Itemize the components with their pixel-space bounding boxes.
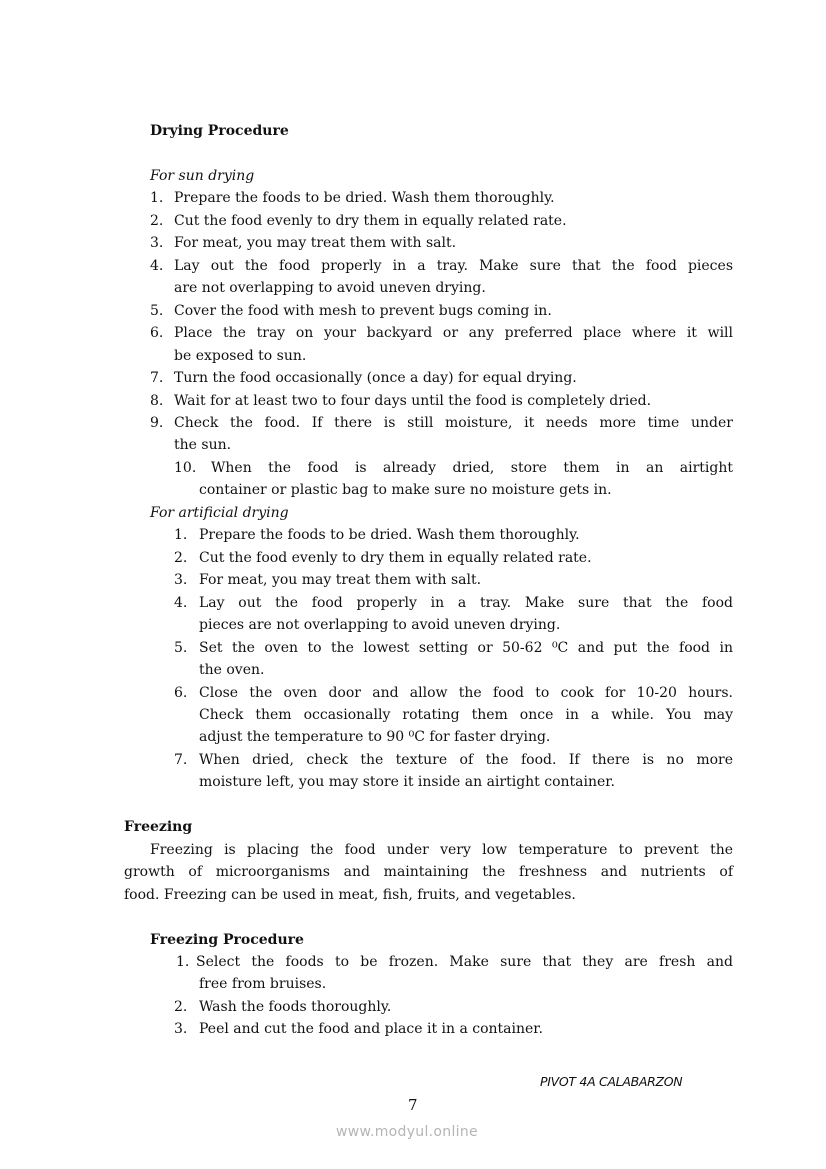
list-number: 3. bbox=[174, 1021, 188, 1038]
text-line bbox=[0, 502, 826, 524]
list-item-line bbox=[0, 187, 826, 209]
list-item-text: container or plastic bag to make sure no moisture gets in. bbox=[199, 482, 612, 499]
text-line bbox=[0, 816, 826, 838]
list-item-text: free from bruises. bbox=[199, 976, 327, 993]
list-item-text: Place the tray on your backyard or any preferred place where it will bbox=[174, 325, 733, 342]
list-number: 8. bbox=[150, 392, 164, 409]
list-number: 2. bbox=[174, 998, 188, 1015]
list-item-line bbox=[0, 592, 826, 614]
text-line bbox=[0, 884, 826, 906]
section-heading: Freezing Procedure bbox=[150, 931, 304, 948]
list-item-text: Close the oven door and allow the food to cook for 10-20 hours. bbox=[199, 684, 733, 701]
list-item-line bbox=[0, 322, 826, 344]
list-item-line bbox=[0, 996, 826, 1018]
list-item-text: Check them occasionally rotating them once in a while. You may bbox=[199, 706, 733, 723]
list-item-line bbox=[0, 659, 826, 681]
list-number: 3. bbox=[150, 235, 164, 252]
list-item-text: When the food is already dried, store them in an airtight bbox=[211, 459, 733, 476]
section-heading: Drying Procedure bbox=[150, 123, 289, 139]
list-item-line bbox=[0, 345, 826, 367]
list-item-text: the sun. bbox=[174, 437, 232, 454]
list-item-line bbox=[0, 390, 826, 412]
list-item-line bbox=[0, 232, 826, 254]
list-item-line bbox=[0, 637, 826, 659]
list-number: 6. bbox=[174, 684, 188, 701]
list-number: 10. bbox=[174, 459, 197, 476]
list-item-line bbox=[0, 771, 826, 793]
list-item-text: Turn the food occasionally (once a day) for equal drying. bbox=[174, 370, 577, 387]
list-number: 7. bbox=[174, 751, 188, 768]
text-line bbox=[0, 861, 826, 883]
list-item-line bbox=[0, 704, 826, 726]
list-item-line bbox=[0, 749, 826, 771]
list-item-line bbox=[0, 614, 826, 636]
list-item-text: Wait for at least two to four days until the food is completely dried. bbox=[174, 392, 652, 409]
list-number: 2. bbox=[150, 212, 164, 229]
list-item-text: Cut the food evenly to dry them in equally related rate. bbox=[199, 549, 592, 566]
list-item-line bbox=[0, 367, 826, 389]
text-line bbox=[0, 929, 826, 951]
list-item-text: Cover the food with mesh to prevent bugs coming in. bbox=[174, 302, 552, 319]
paragraph-line: growth of microorganisms and maintaining the freshness and nutrients of bbox=[124, 864, 733, 881]
list-item-text: are not overlapping to avoid uneven drying. bbox=[174, 280, 486, 297]
list-item-text: pieces are not overlapping to avoid uneven drying. bbox=[199, 617, 561, 634]
list-item-line bbox=[0, 412, 826, 434]
list-number: 2. bbox=[174, 549, 188, 566]
text-line bbox=[0, 839, 826, 861]
section-heading: Freezing bbox=[124, 819, 193, 836]
list-item-text: For meat, you may treat them with salt. bbox=[174, 235, 457, 252]
paragraph-line: Freezing is placing the food under very low temperature to prevent the bbox=[150, 841, 733, 858]
list-item-text: Prepare the foods to be dried. Wash them thoroughly. bbox=[199, 527, 580, 544]
list-item-text: moisture left, you may store it inside an airtight container. bbox=[199, 774, 615, 791]
list-item-text: Peel and cut the food and place it in a container. bbox=[199, 1021, 543, 1038]
list-item-line bbox=[0, 277, 826, 299]
list-item-text: Prepare the foods to be dried. Wash them thoroughly. bbox=[174, 190, 555, 207]
list-item-text: When dried, check the texture of the food. If there is no more bbox=[199, 751, 733, 768]
paragraph-line: food. Freezing can be used in meat, fish, fruits, and vegetables. bbox=[124, 886, 576, 903]
list-item-line bbox=[0, 457, 826, 479]
list-item-line bbox=[0, 547, 826, 569]
list-item-text: adjust the temperature to 90 ⁰C for faster drying. bbox=[199, 729, 551, 746]
list-item-text: Lay out the food properly in a tray. Make sure that the food bbox=[199, 594, 733, 611]
list-number: 1. bbox=[176, 954, 190, 971]
list-item-line bbox=[0, 479, 826, 501]
list-item-line bbox=[0, 973, 826, 995]
watermark: www.modyul.online bbox=[336, 1124, 478, 1140]
list-number: 1. bbox=[150, 190, 164, 207]
list-item-text: Check the food. If there is still moisture, it needs more time under bbox=[174, 414, 733, 431]
list-number: 4. bbox=[150, 257, 164, 274]
list-number: 4. bbox=[174, 594, 188, 611]
list-item-line bbox=[0, 524, 826, 546]
list-number: 9. bbox=[150, 414, 164, 431]
subsection-label: For artificial drying bbox=[150, 504, 289, 521]
list-item-line bbox=[0, 1018, 826, 1040]
list-item-text: the oven. bbox=[199, 662, 265, 679]
list-item-line bbox=[0, 726, 826, 748]
text-line bbox=[0, 120, 826, 142]
list-number: 5. bbox=[174, 639, 188, 656]
list-number: 5. bbox=[150, 302, 164, 319]
list-item-line bbox=[0, 569, 826, 591]
list-number: 3. bbox=[174, 572, 188, 589]
list-item-text: Cut the food evenly to dry them in equally related rate. bbox=[174, 212, 567, 229]
list-item-line bbox=[0, 210, 826, 232]
list-number: 7. bbox=[150, 370, 164, 387]
list-item-line bbox=[0, 682, 826, 704]
list-item-text: Wash the foods thoroughly. bbox=[199, 998, 392, 1015]
subsection-label: For sun drying bbox=[150, 167, 255, 184]
list-item-text: Select the foods to be frozen. Make sure that they are fresh and bbox=[196, 954, 733, 971]
list-item-text: Set the oven to the lowest setting or 50-62 ⁰C and put the food in bbox=[199, 639, 733, 656]
list-item-line bbox=[0, 951, 826, 973]
page-number: 7 bbox=[408, 1096, 418, 1114]
list-item-text: For meat, you may treat them with salt. bbox=[199, 572, 482, 589]
list-number: 6. bbox=[150, 325, 164, 342]
text-line bbox=[0, 165, 826, 187]
list-number: 1. bbox=[174, 527, 188, 544]
list-item-line bbox=[0, 434, 826, 456]
list-item-line bbox=[0, 255, 826, 277]
list-item-text: be exposed to sun. bbox=[174, 347, 307, 364]
footer-tag: PIVOT 4A CALABARZON bbox=[540, 1074, 683, 1089]
list-item-text: Lay out the food properly in a tray. Make sure that the food pieces bbox=[174, 257, 733, 274]
list-item-line bbox=[0, 300, 826, 322]
